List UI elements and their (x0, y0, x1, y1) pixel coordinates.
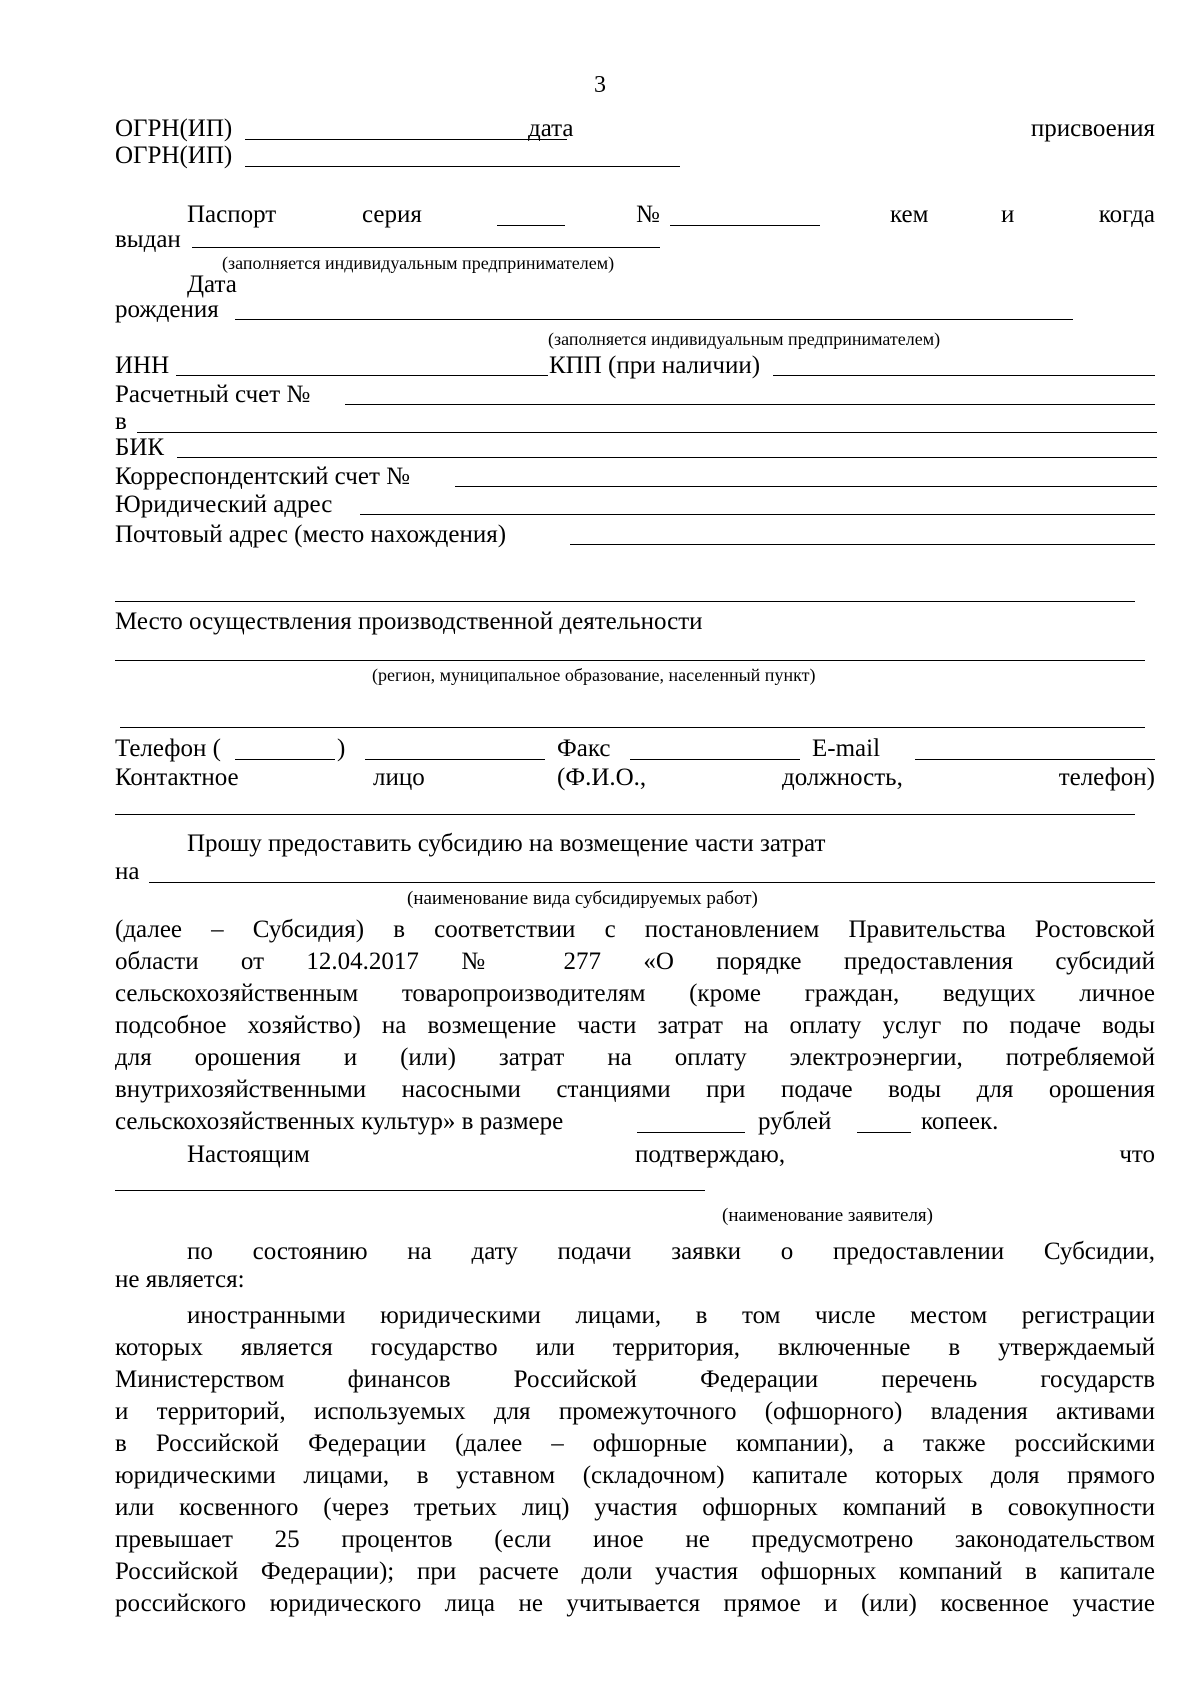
contact-field[interactable] (115, 814, 1135, 815)
postal-address-label: Почтовый адрес (место нахождения) (115, 521, 507, 548)
contact-word-2: лицо (373, 764, 425, 791)
and-label: и (1001, 201, 1015, 228)
request-on-label: на (115, 858, 140, 885)
phone-code-field[interactable] (235, 737, 335, 760)
issued-label: выдан (115, 226, 181, 253)
applicant-field[interactable] (115, 1190, 705, 1191)
works-field[interactable] (149, 860, 1155, 883)
birth-field[interactable] (235, 297, 1073, 320)
series-label: серия (362, 201, 422, 228)
request-body-line: подсобное хозяйство) на возмещение части затрат на оплату услуг по подаче воды (115, 1012, 1155, 1039)
birth-label: рождения (115, 296, 219, 323)
bik-field[interactable] (177, 435, 1157, 458)
confirm-word-3: что (1119, 1141, 1155, 1168)
rubles-field[interactable] (637, 1110, 745, 1133)
ogrn-label: ОГРН(ИП) (115, 115, 233, 142)
request-body-line: сельскохозяйственным товаропроизводителям (кроме граждан, ведущих личное (115, 980, 1155, 1007)
email-field[interactable] (915, 737, 1155, 760)
postal-address-field-2[interactable] (115, 601, 1135, 602)
bik-row (115, 432, 1155, 464)
contact-word-1: Контактное (115, 764, 239, 791)
hint-region: (регион, муниципальное образование, населенный пункт) (372, 665, 816, 685)
kopecks-field[interactable] (857, 1110, 911, 1133)
offshore-line: которых является государство или территория, включенные в утверждаемый (115, 1334, 1155, 1361)
confirm-word-2: подтверждаю, (635, 1141, 786, 1168)
offshore-line: в Российской Федерации (далее – офшорные компании), а также российскими (115, 1430, 1155, 1457)
offshore-line: и территорий, используемых для промежуточного (офшорного) владения активами (115, 1398, 1155, 1425)
issued-by-label: кем (890, 201, 929, 228)
request-body-line: области от 12.04.2017 № 277 «О порядке предоставления субсидий (115, 948, 1155, 975)
not-line: не является: (115, 1266, 245, 1293)
request-body-line: внутрихозяйственными насосными станциями при подаче воды для орошения (115, 1076, 1155, 1103)
production-place-label: Место осуществления производственной деятельности (115, 608, 703, 635)
kpp-field[interactable] (773, 353, 1155, 376)
hint-ip-1: (заполняется индивидуальным предпринимателем) (222, 253, 615, 273)
offshore-line: Министерством финансов Российской Федерации перечень государств (115, 1366, 1155, 1393)
fax-field[interactable] (630, 737, 800, 760)
series-field[interactable] (497, 203, 565, 226)
corr-account-label: Корреспондентский счет № (115, 463, 410, 490)
request-body-line: (далее – Субсидия) в соответствии с постановлением Правительства Ростовской (115, 916, 1155, 943)
bik-label: БИК (115, 434, 165, 461)
production-place-row (115, 606, 1155, 638)
account-field[interactable] (345, 382, 1155, 405)
ogrn-date-label: дата (528, 115, 574, 142)
ogrn-date-row (115, 140, 1155, 172)
request-body-line: для орошения и (или) затрат на оплату электроэнергии, потребляемой (115, 1044, 1155, 1071)
confirm-row (115, 1139, 1155, 1171)
number-label: № (636, 201, 660, 228)
inn-label: ИНН (115, 352, 170, 379)
email-label: E-mail (812, 735, 881, 762)
hint-ip-2: (заполняется индивидуальным предпринимателем) (548, 329, 941, 349)
bank-label: в (115, 408, 127, 435)
phone-label: Телефон ( (115, 735, 221, 762)
page-number: 3 (594, 72, 606, 98)
hint-applicant: (наименование заявителя) (722, 1205, 933, 1226)
offshore-line: Российской Федерации); при расчете доли участия офшорных компаний в капитале (115, 1558, 1155, 1585)
ogrn-label-2: ОГРН(ИП) (115, 142, 233, 169)
corr-account-field[interactable] (455, 464, 1157, 487)
issued-field[interactable] (192, 225, 660, 248)
request-on-row (115, 856, 1155, 888)
passport-label: Паспорт (187, 201, 277, 228)
fax-label: Факс (557, 735, 611, 762)
legal-address-field[interactable] (360, 492, 1155, 515)
amount-prefix: сельскохозяйственных культур» в размере (115, 1108, 564, 1135)
offshore-line: иностранными юридическими лицами, в том числе местом регистрации (187, 1302, 1155, 1329)
account-label: Расчетный счет № (115, 381, 311, 408)
contact-word-3: (Ф.И.О., (557, 764, 647, 791)
kopecks-label: копеек. (921, 1108, 999, 1135)
ogrn-assign-label: присвоения (1030, 115, 1155, 142)
bank-field[interactable] (137, 410, 1157, 433)
request-body (115, 914, 1155, 1106)
offshore-paragraph (115, 1300, 1155, 1620)
production-place-field[interactable] (115, 660, 1145, 661)
offshore-line: превышает 25 процентов (если иное не предусмотрено законодательством (115, 1526, 1155, 1553)
amount-row (115, 1106, 1155, 1138)
contact-word-4: должность, (782, 764, 903, 791)
when-label: когда (1098, 201, 1155, 228)
phone-close: ) (337, 735, 346, 762)
request-line: Прошу предоставить субсидию на возмещение части затрат (187, 830, 826, 857)
inn-row (115, 350, 1155, 382)
offshore-line: российского юридического лица не учитывается прямое и (или) косвенное участие (115, 1590, 1155, 1617)
state-line: по состоянию на дату подачи заявки о предоставлении Субсидии, (187, 1238, 1155, 1265)
postal-address-row (115, 519, 1155, 551)
confirm-word-1: Настоящим (187, 1141, 310, 1168)
kpp-label: КПП (при наличии) (549, 352, 761, 379)
passport-number-field[interactable] (670, 203, 820, 226)
legal-address-row (115, 489, 1155, 521)
ogrn-date-field[interactable] (245, 144, 680, 167)
birth-date-label: Дата (187, 271, 237, 298)
not-row (115, 1264, 1155, 1296)
postal-address-field[interactable] (570, 522, 1155, 545)
offshore-line: юридическими лицами, в уставном (складочном) капитале которых доля прямого (115, 1462, 1155, 1489)
production-place-field-2[interactable] (120, 727, 1145, 728)
birth-row (115, 294, 1155, 326)
offshore-line: или косвенного (через третьих лиц) участия офшорных компаний в совокупности (115, 1494, 1155, 1521)
hint-works: (наименование вида субсидируемых работ) (407, 888, 758, 909)
phone-row (115, 733, 1155, 765)
contact-word-5: телефон) (1058, 764, 1155, 791)
ogrn-field[interactable] (245, 117, 567, 140)
phone-field[interactable] (365, 737, 545, 760)
rubles-label: рублей (758, 1108, 832, 1135)
inn-field[interactable] (176, 353, 548, 376)
legal-address-label: Юридический адрес (115, 491, 333, 518)
contact-row (115, 762, 1155, 794)
